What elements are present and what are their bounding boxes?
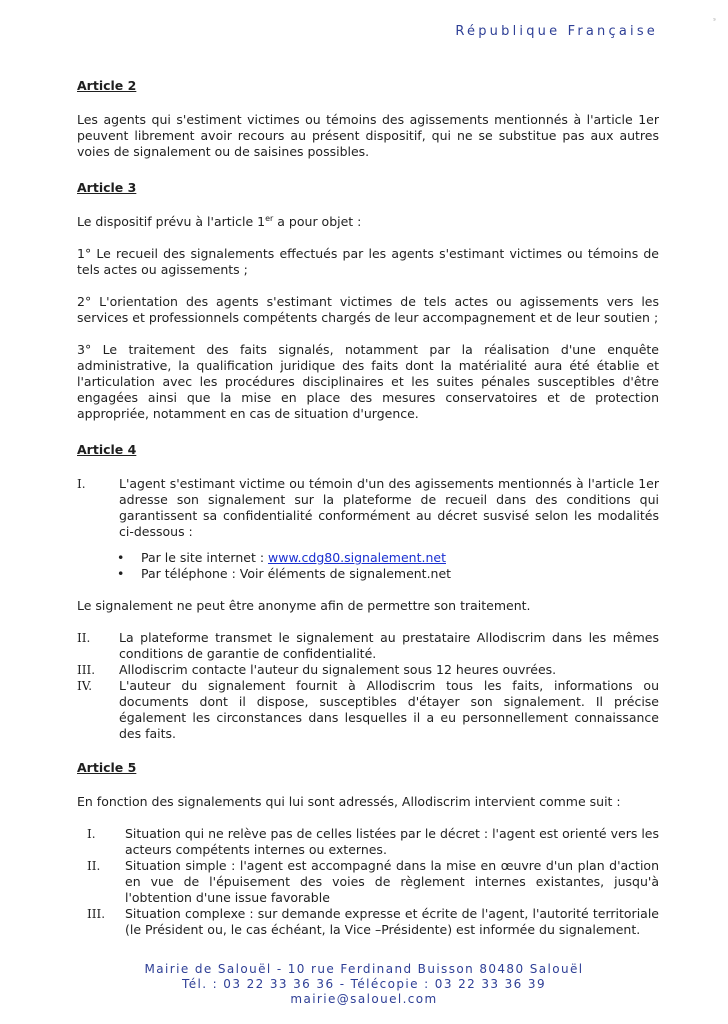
article-3-point-3: 3° Le traitement des faits signalés, notamment par la réalisation d'une enquête administrative, la qualification juridique des faits dont la matérialité aura été établie et l'articulation avec les procédures disciplinaires et les suites pénales susceptibles d'être engagées ainsi que la mise en place des mesures conservatoires et de protection appropriée, notamment en cas de situation d'urgence. [77, 342, 659, 421]
document-body [77, 78, 659, 938]
article-4-bullets [117, 550, 659, 582]
article-4-item-i: I. L'agent s'estimant victime ou témoin d'un des agissements mentionnés à l'article 1er adresse son signalement sur la plateforme de recueil dans des conditions qui garantissent sa confidentialité conformément au décret susvisé selon les modalités ci-dessous : [77, 476, 659, 539]
article-3-point-1: 1° Le recueil des signalements effectués par les agents s'estimant victimes ou témoins de tels actes ou agissements ; [77, 246, 659, 277]
article-3-point-2: 2° L'orientation des agents s'estimant victimes de tels actes ou agissements vers les services et professionnels compétents chargés de leur accompagnement et de leur soutien ; [77, 294, 659, 325]
signalement-link[interactable]: www.cdg80.signalement.net [268, 550, 446, 565]
article-5-intro: En fonction des signalements qui lui sont adressés, Allodiscrim intervient comme suit : [77, 794, 621, 809]
article-3-title: Article 3 [77, 180, 137, 195]
footer-address: Mairie de Salouël - 10 rue Ferdinand Buisson 80480 Salouël [144, 962, 584, 976]
bullet-website: • Par le site internet : www.cdg80.signalement.net [117, 550, 659, 566]
corner-mark: ˢ [713, 16, 716, 25]
article-4-item-ii: II. La plateforme transmet le signalement au prestataire Allodiscrim dans les mêmes conditions de garantie de confidentialité. [77, 630, 659, 661]
article-5-item-iii: III. Situation complexe : sur demande expresse et écrite de l'agent, l'autorité territoriale (le Président ou, le cas échéant, la Vice –Présidente) est informée du signalement. [87, 906, 659, 937]
article-4-item-iv: IV. L'auteur du signalement fournit à Allodiscrim tous les faits, informations ou documents dont il dispose, susceptibles d'étayer son signalement. Il précise également les circonstances dans lesquelles il a eu personnellement connaissance des faits. [77, 678, 659, 741]
footer-email: mairie@salouel.com [290, 992, 438, 1006]
republique-francaise-header: République Française [455, 24, 658, 39]
article-5-title: Article 5 [77, 760, 137, 775]
article-2-text: Les agents qui s'estiment victimes ou témoins des agissements mentionnés à l'article 1er peuvent librement avoir recours au présent dispositif, qui ne se substitue pas aux autres voies de signalement ou de saisines possibles. [77, 112, 659, 159]
article-4-title: Article 4 [77, 442, 137, 457]
article-5-item-i: I. Situation qui ne relève pas de celles listées par le décret : l'agent est orienté vers les acteurs compétents internes ou externes. [87, 826, 659, 857]
footer-phone: Tél. : 03 22 33 36 36 - Télécopie : 03 22 33 36 39 [182, 977, 546, 991]
article-5-list [77, 826, 659, 938]
article-4-anonymity: Le signalement ne peut être anonyme afin de permettre son traitement. [77, 598, 531, 613]
page-footer [0, 962, 728, 1007]
article-4-item-iii: III. Allodiscrim contacte l'auteur du signalement sous 12 heures ouvrées. [77, 662, 557, 677]
bullet-phone: • Par téléphone : Voir éléments de signalement.net [117, 566, 659, 582]
article-2-title: Article 2 [77, 78, 137, 93]
article-5-item-ii: II. Situation simple : l'agent est accompagné dans la mise en œuvre d'un plan d'action en vue de l'épuisement des voies de règlement internes existantes, jusqu'à l'obtention d'une issue favorable [87, 858, 659, 905]
article-3-intro: Le dispositif prévu à l'article 1er a pour objet : [77, 213, 362, 229]
